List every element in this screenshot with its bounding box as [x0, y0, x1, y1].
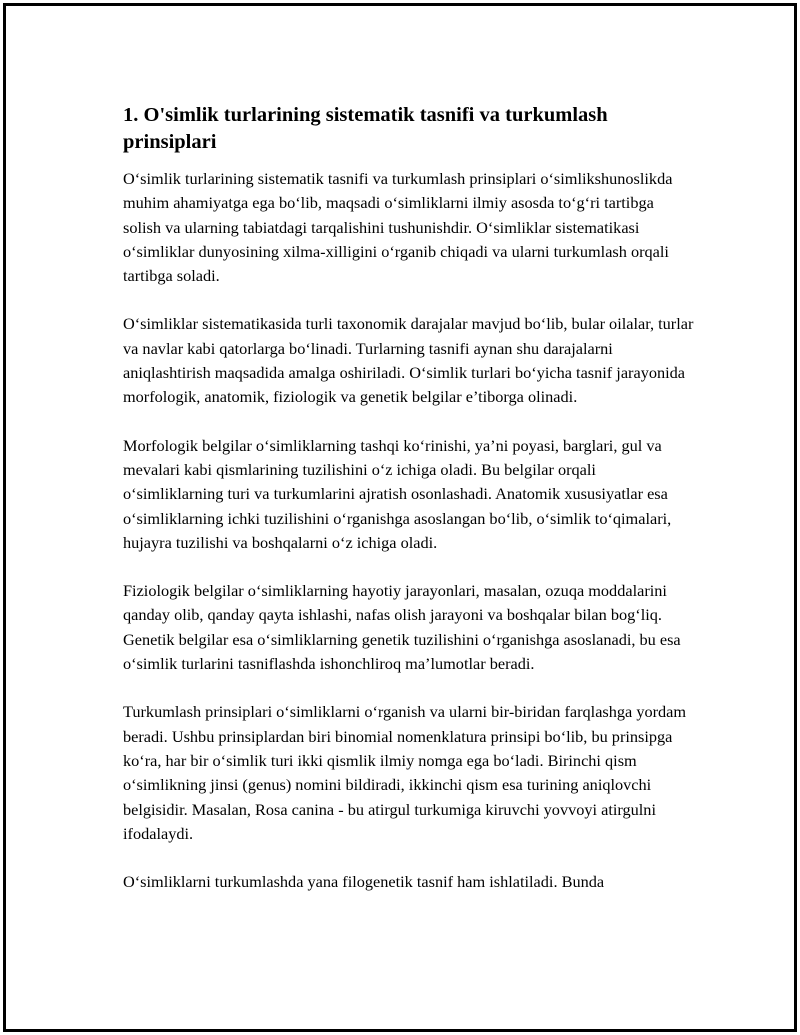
paragraph-3: Morfologik belgilar o‘simliklarning tashqi ko‘rinishi, ya’ni poyasi, barglari, gul va mevalari kabi qismlarining tuzilishini o‘z ichiga oladi. Bu belgilar orqali o‘simliklarning turi va turkumlarini ajratish osonlashadi. Anatomik xususiyatlar esa o‘simliklarning ichki tuzilishini o‘rganishga asoslangan bo‘lib, o‘simlik to‘qimalari, hujayra tuzilishi va boshqalarni o‘z ichiga oladi. [123, 435, 672, 552]
document-body [123, 102, 695, 918]
paragraph-1: O‘simlik turlarining sistematik tasnifi va turkumlash prinsiplari o‘simlikshunoslikda muhim ahamiyatga ega bo‘lib, maqsadi o‘simliklarni ilmiy asosda to‘g‘ri tartibga solish va ularning tabiatdagi tarqalishini tushunishdir. O‘simliklar sistematikasi o‘simliklar dunyosining xilma-xilligini o‘rganib chiqadi va ularni turkumlash orqali tartibga soladi. [123, 169, 673, 286]
page-frame [3, 3, 797, 1032]
paragraph-6: O‘simliklarni turkumlashda yana filogenetik tasnif ham ishlatiladi. Bunda [123, 872, 605, 892]
paragraph-4: Fiziologik belgilar o‘simliklarning hayotiy jarayonlari, masalan, ozuqa moddalarini qanday olib, qanday qayta ishlashi, nafas olish jarayoni va boshqalar bilan bog‘liq. Genetik belgilar esa o‘simliklarning genetik tuzilishini o‘rganishga asoslanadi, bu esa o‘simlik turlarini tasniflashda ishonchliroq ma’lumotlar beradi. [123, 581, 681, 674]
paragraph-5: Turkumlash prinsiplari o‘simliklarni o‘rganish va ularni bir-biridan farqlashga yordam beradi. Ushbu prinsiplardan biri binomial nomenklatura prinsipi bo‘lib, bu prinsipga ko‘ra, har bir o‘simlik turi ikki qismlik ilmiy nomga ega bo‘ladi. Birinchi qism o‘simlikning jinsi (genus) nomini bildiradi, ikkinchi qism esa turining aniqlovchi belgisidir. Masalan, Rosa canina - bu atirgul turkumiga kiruvchi yovvoyi atirgulni ifodalaydi. [123, 702, 687, 843]
paragraph-2: O‘simliklar sistematikasida turli taxonomik darajalar mavjud bo‘lib, bular oilalar, turlar va navlar kabi qatorlarga bo‘linadi. Turlarning tasnifi aynan shu darajalarni aniqlashtirish maqsadida amalga oshiriladi. O‘simlik turlari bo‘yicha tasnif jarayonida morfologik, anatomik, fiziologik va genetik belgilar e’tiborga olinadi. [123, 314, 694, 407]
section-heading: 1. O'simlik turlarining sistematik tasnifi va turkumlash prinsiplari [123, 104, 608, 153]
